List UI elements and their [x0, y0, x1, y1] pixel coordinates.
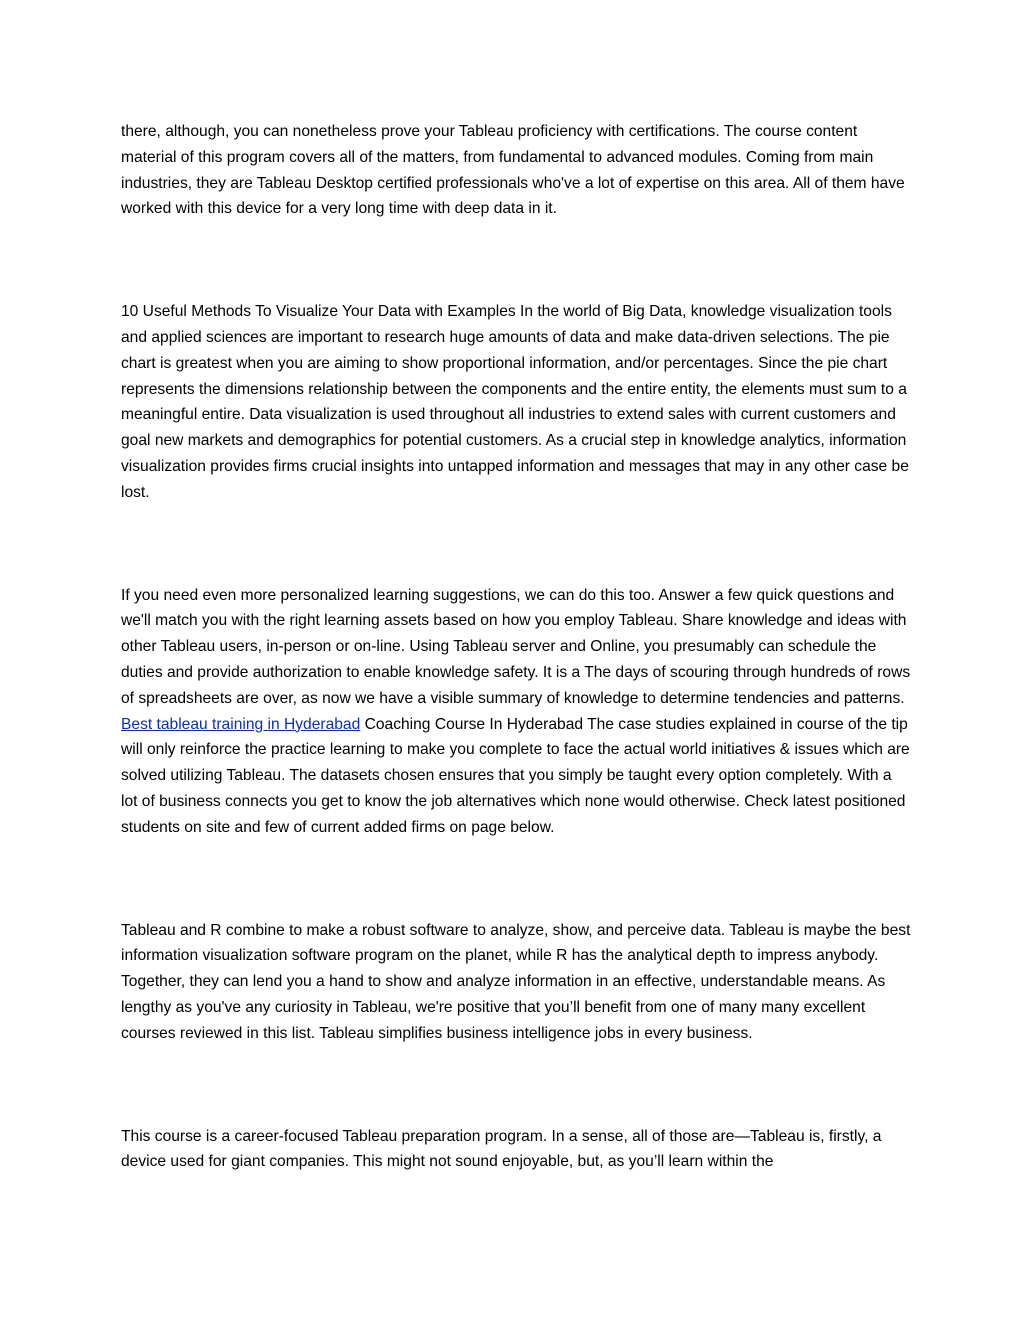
- paragraph-5-text: This course is a career-focused Tableau preparation program. In a sense, all of those are—Tableau is, firstly, a device used for giant companies. This might not sound enjoyable, but, as you’ll learn within the: [121, 1127, 882, 1171]
- paragraph-1: [121, 119, 911, 222]
- paragraph-4-text: Tableau and R combine to make a robust software to analyze, show, and perceive data. Tableau is maybe the best information visualization software program on the planet, while R has the analytical depth to impress anybody. Together, they can lend you a hand to show and analyze information in an effective, understandable means. As lengthy as you've any curiosity in Tableau, we're positive that you’ll benefit from one of many many excellent courses reviewed in this list. Tableau simplifies business intelligence jobs in every business.: [121, 921, 911, 1042]
- paragraph-1-text: there, although, you can nonetheless prove your Tableau proficiency with certifications. The course content material of this program covers all of the matters, from fundamental to advanced modules. Coming from main industries, they are Tableau Desktop certified professionals who've a lot of expertise on this area. All of them have worked with this device for a very long time with deep data in it.: [121, 123, 905, 218]
- paragraph-4: [121, 918, 911, 1047]
- paragraph-3-text-before-link: If you need even more personalized learning suggestions, we can do this too. Answer a few quick questions and we'll match you with the right learning assets based on how you employ Tableau. Share knowledge and ideas with other Tableau users, in-person or on-line. Using Tableau server and Online, you presumably can schedule the duties and provide authorization to enable knowledge safety. It is a The days of scouring through hundreds of rows of spreadsheets are over, as now we have a visible summary of knowledge to determine tendencies and patterns.: [121, 586, 911, 707]
- paragraph-2: [121, 299, 911, 505]
- paragraph-3-text-after-link: Coaching Course In Hyderabad The case studies explained in course of the tip will only reinforce the practice learning to make you complete to face the actual world initiatives & issues which are solved utilizing Tableau. The datasets chosen ensures that you simply be taught every option completely. With a lot of business connects you get to know the job alternatives which none would otherwise. Check latest positioned students on site and few of current added firms on page below.: [121, 715, 910, 836]
- document-body: [121, 119, 911, 1252]
- paragraph-5: [121, 1124, 911, 1176]
- paragraph-3: [121, 583, 911, 841]
- tableau-training-link[interactable]: Best tableau training in Hyderabad: [121, 715, 361, 733]
- paragraph-2-text: 10 Useful Methods To Visualize Your Data with Examples In the world of Big Data, knowledge visualization tools and applied sciences are important to research huge amounts of data and make data-driven selections. The pie chart is greatest when you are aiming to show proportional information, and/or percentages. Since the pie chart represents the dimensions relationship between the components and the entire entity, the elements must sum to a meaningful entire. Data visualization is used throughout all industries to extend sales with current customers and goal new markets and demographics for potential customers. As a crucial step in knowledge analytics, information visualization provides firms crucial insights into untapped information and messages that may in any other case be lost.: [121, 303, 909, 501]
